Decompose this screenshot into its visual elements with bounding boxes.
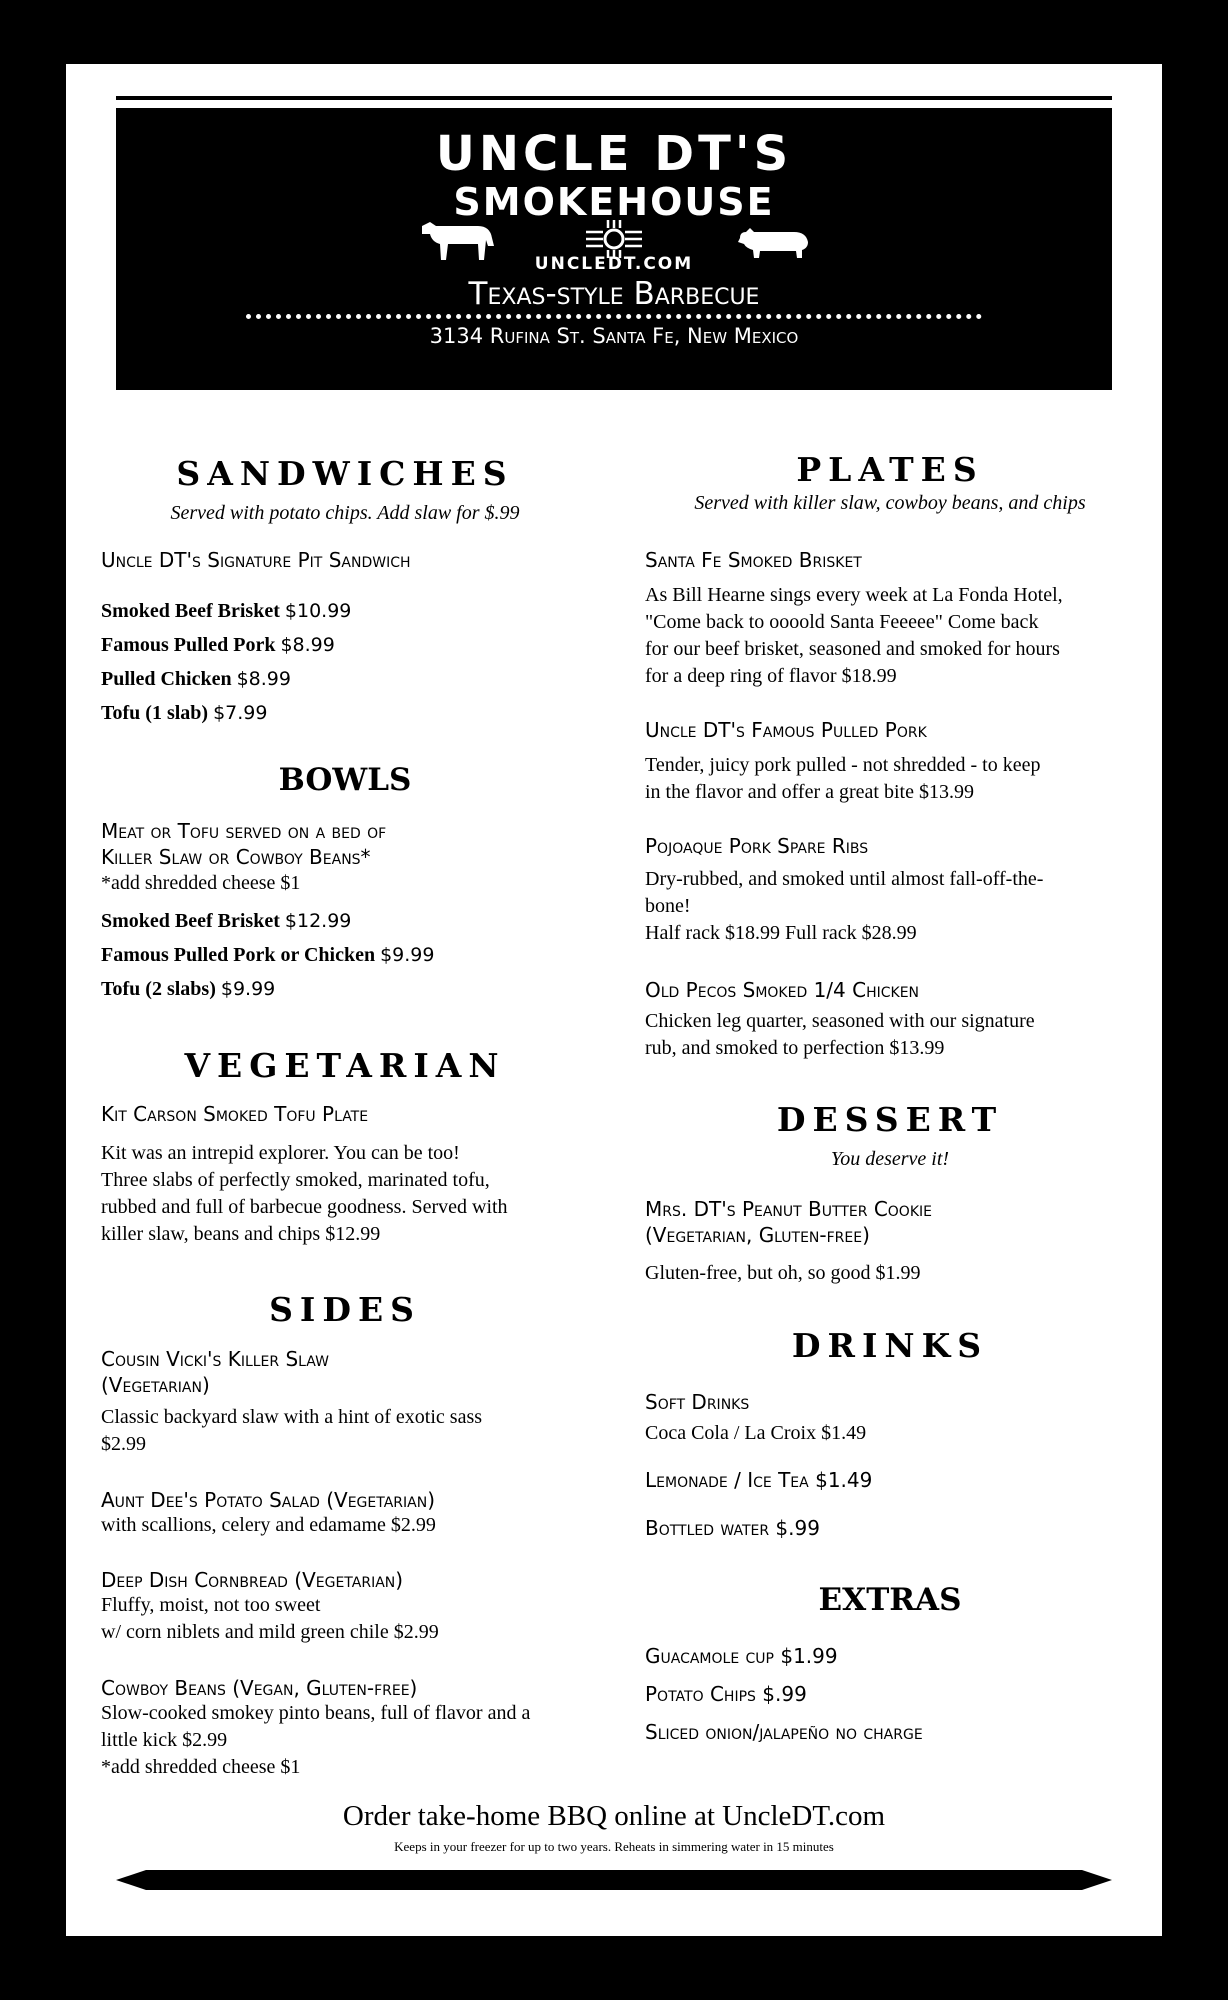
bowl-item: Tofu (2 slabs) $9.99 bbox=[101, 978, 276, 1000]
soft-drinks-name: Soft Drinks bbox=[645, 1390, 750, 1414]
website-url: UNCLEDT.COM bbox=[534, 254, 694, 274]
title-line2: SMOKEHOUSE bbox=[453, 180, 775, 224]
footer-freezer-note: Keeps in your freezer for up to two years. Reheats in simmering water in 15 minutes bbox=[394, 1839, 834, 1854]
lemonade-item: Lemonade / Ice Tea $1.49 bbox=[645, 1468, 873, 1492]
extras-item: Sliced onion/jalapeño no charge bbox=[645, 1720, 923, 1744]
bowls-heading: BOWLS bbox=[278, 762, 412, 798]
footer-order-online: Order take-home BBQ online at UncleDT.com bbox=[342, 1800, 886, 1832]
bottom-banner-bar bbox=[116, 1868, 1112, 1892]
side-item-desc: with scallions, celery and edamame $2.99 bbox=[101, 1514, 436, 1536]
signature-sandwich-title: Uncle DT's Signature Pit Sandwich bbox=[101, 548, 411, 572]
plates-note: Served with killer slaw, cowboy beans, and chips bbox=[694, 492, 1086, 514]
side-item-name: Deep Dish Cornbread (Vegetarian) bbox=[101, 1568, 404, 1592]
plate-item-name: Uncle DT's Famous Pulled Pork bbox=[645, 718, 927, 742]
address: 3134 Rufina St. Santa Fe, New Mexico bbox=[429, 324, 799, 348]
dotted-divider bbox=[246, 314, 982, 319]
side-item-name: Aunt Dee's Potato Salad (Vegetarian) bbox=[101, 1488, 435, 1512]
plate-item-desc: Tender, juicy pork pulled - not shredded - to keep in the flavor and offer a great bite $13.99 bbox=[645, 754, 1041, 803]
soft-drinks-desc: Coca Cola / La Croix $1.49 bbox=[645, 1422, 867, 1444]
drinks-heading: DRINKS bbox=[791, 1326, 989, 1365]
plate-item-name: Santa Fe Smoked Brisket bbox=[645, 548, 862, 572]
extras-item: Guacamole cup $1.99 bbox=[645, 1644, 838, 1668]
header-banner bbox=[116, 108, 1112, 390]
dessert-heading: DESSERT bbox=[776, 1100, 1004, 1139]
plates-heading: PLATES bbox=[796, 450, 984, 489]
vegetarian-item-name: Kit Carson Smoked Tofu Plate bbox=[101, 1102, 369, 1126]
vegetarian-item-desc: Kit was an intrepid explorer. You can be too! Three slabs of perfectly smoked, marinated tofu, rubbed and full of barbecue goodness. Served with killer slaw, beans and chips $12.99 bbox=[101, 1142, 508, 1245]
header-bottom-rule bbox=[116, 376, 1112, 380]
header-top-rule bbox=[116, 96, 1112, 100]
extras-heading: EXTRAS bbox=[818, 1582, 962, 1618]
bowls-subheading: Meat or Tofu served on a bed of Killer Slaw or Cowboy Beans* bbox=[101, 819, 387, 869]
dessert-item-name: Mrs. DT's Peanut Butter Cookie (Vegetarian, Gluten-free) bbox=[645, 1197, 932, 1247]
bottled-water-item: Bottled water $.99 bbox=[645, 1516, 820, 1540]
sandwich-item: Pulled Chicken $8.99 bbox=[101, 668, 291, 690]
plate-item-desc: As Bill Hearne sings every week at La Fonda Hotel, "Come back to oooold Santa Feeeee" Come back for our beef brisket, seasoned and smoked for hours for a deep ring of flavor $18.99 bbox=[645, 584, 1063, 687]
side-item-name: Cousin Vicki's Killer Slaw (Vegetarian) bbox=[101, 1347, 329, 1397]
sandwich-item: Famous Pulled Pork $8.99 bbox=[101, 634, 335, 656]
dessert-note: You deserve it! bbox=[830, 1148, 950, 1170]
plate-item-name: Old Pecos Smoked 1/4 Chicken bbox=[645, 978, 920, 1002]
bowls-note: *add shredded cheese $1 bbox=[101, 872, 301, 894]
sandwiches-heading: SANDWICHES bbox=[176, 454, 514, 493]
plate-item-desc: Chicken leg quarter, seasoned with our signature rub, and smoked to perfection $13.99 bbox=[645, 1010, 1035, 1059]
side-item-desc: Classic backyard slaw with a hint of exotic sass $2.99 bbox=[101, 1406, 483, 1455]
zia-sun-icon bbox=[586, 220, 642, 258]
sandwich-item: Tofu (1 slab) $7.99 bbox=[101, 702, 268, 724]
plate-item-desc: Dry-rubbed, and smoked until almost fall-off-the- bone! Half rack $18.99 Full rack $28.99 bbox=[645, 868, 1044, 944]
bowl-item: Smoked Beef Brisket $12.99 bbox=[101, 910, 352, 932]
sandwich-item: Smoked Beef Brisket $10.99 bbox=[101, 600, 352, 622]
sides-heading: SIDES bbox=[269, 1290, 421, 1329]
extras-item: Potato Chips $.99 bbox=[645, 1682, 807, 1706]
bowl-item: Famous Pulled Pork or Chicken $9.99 bbox=[101, 944, 435, 966]
tagline: Texas-style Barbecue bbox=[468, 276, 760, 312]
title-line1: UNCLE DT'S bbox=[435, 126, 793, 182]
vegetarian-heading: VEGETARIAN bbox=[184, 1046, 506, 1085]
sandwiches-note: Served with potato chips. Add slaw for $.99 bbox=[170, 502, 520, 524]
dessert-item-desc: Gluten-free, but oh, so good $1.99 bbox=[645, 1262, 921, 1284]
side-item-desc: Fluffy, moist, not too sweet w/ corn niblets and mild green chile $2.99 bbox=[101, 1594, 439, 1643]
side-item-desc: Slow-cooked smokey pinto beans, full of flavor and a little kick $2.99 *add shredded cheese $1 bbox=[101, 1702, 531, 1778]
side-item-name: Cowboy Beans (Vegan, Gluten-free) bbox=[101, 1676, 418, 1700]
plate-item-name: Pojoaque Pork Spare Ribs bbox=[645, 834, 869, 858]
